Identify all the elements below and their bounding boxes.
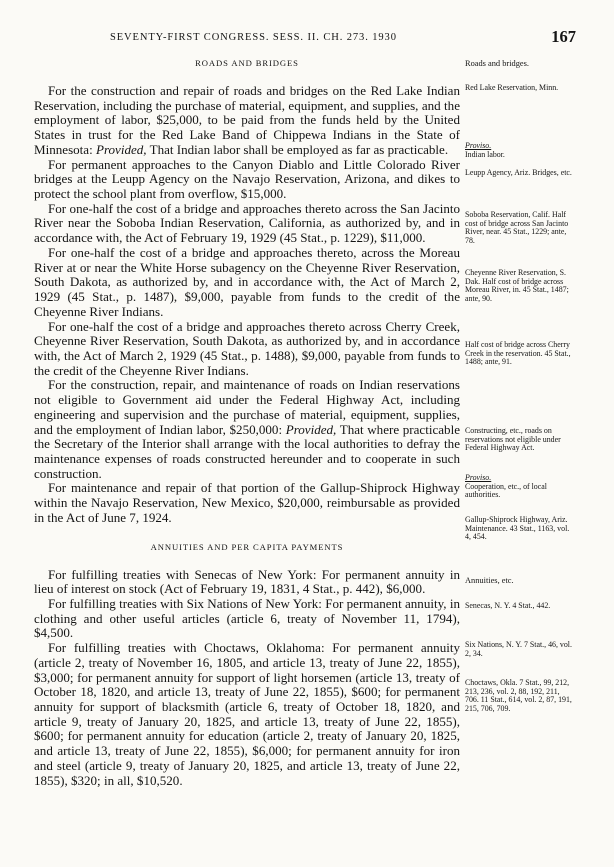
margin-heading-roads: Roads and bridges. (465, 59, 529, 68)
proviso-label: Proviso. (465, 473, 492, 482)
margin-note-senecas: Senecas, N. Y. 4 Stat., 442. (465, 601, 551, 610)
page-header (0, 26, 614, 46)
section-title-roads: ROADS AND BRIDGES (195, 58, 299, 68)
paragraph-six-nations: For fulfilling treaties with Six Nations of New York: For permanent annuity, in clothing and other useful articles (article 6, treaty of November 11, 1794), $4,500. (34, 596, 460, 641)
margin-note-text: Cooperation, etc., of local authorities. (465, 481, 547, 500)
paragraph-gallup-shiprock: For maintenance and repair of that portion of the Gallup-Shiprock Highway within the Navajo Reservation, New Mexico, $20,000, reimbursable as provided in the Act of June 7, 1924. (34, 480, 460, 525)
proviso-label: Proviso. (465, 141, 492, 150)
proviso-text: Provided, (285, 421, 337, 437)
section-title-annuities: ANNUITIES AND PER CAPITA PAYMENTS (150, 541, 344, 552)
paragraph-text: For the construction and repair of roads and bridges on the Red Lake Indian Reservation, including the purchase of material, equipment, and supplies, and the employment of labor, $25,000, to be paid from the funds held by the United States in trust for the Red Lake Band of Chippewa Indians in the State of Minnesota: (34, 83, 460, 157)
page-number: 167 (551, 27, 576, 46)
margin-heading-annuities: Annuities, etc. (465, 576, 514, 585)
margin-note-six-nations: Six Nations, N. Y. 7 Stat., 46, vol. 2, 34. (465, 640, 572, 658)
proviso-text: Provided, (95, 141, 147, 157)
paragraph-red-lake (34, 84, 460, 158)
main-text (34, 56, 460, 788)
paragraph-cherry-creek: For one-half the cost of a bridge and approaches thereto across Cherry Creek, Cheyenne River Reservation, South Dakota, as authorized by, and in accordance with, the Act of March 2, 1929 (45 Stat., p. 1488), $9,000, payable from funds to the credit of the Cheyenne River Indians. (34, 318, 460, 378)
paragraph-moreau: For one-half the cost of a bridge and approaches thereto, across the Moreau River at or near the White Horse subagency on the Cheyenne River Reservation, South Dakota, as authorized by, and in accordance with, the Act of March 2, 1929 (45 Stat., p. 1487), $9,000, payable from funds to the credit of the Cheyenne River Indians. (34, 244, 460, 319)
margin-note-cheyenne: Cheyenne River Reservation, S. Dak. Half cost of bridge across Moreau River, in. 45 Stat., 1487; ante, 90. (465, 268, 569, 304)
paragraph-senecas: For fulfilling treaties with Senecas of New York: For permanent annuity in lieu of interest on stock (Act of February 19, 1831, 4 Stat., p. 442), $6,000. (34, 566, 460, 597)
margin-note-proviso-cooperation (465, 474, 575, 500)
paragraph-text: That Indian labor shall be employed as far as practicable. (146, 141, 449, 157)
margin-note-red-lake: Red Lake Reservation, Minn. (465, 83, 559, 92)
margin-note-choctaws: Choctaws, Okla. 7 Stat., 99, 212, 213, 236, vol. 2, 88, 192, 211, 706. 11 Stat., 614, vol. 2, 87, 191, 215, 706, 709. (465, 678, 572, 714)
paragraph-leupp: For permanent approaches to the Canyon Diablo and Little Colorado River bridges at the Leupp Agency on the Navajo Reservation, Arizona, and dikes to protect the school plant from overflow, $15,000. (34, 156, 460, 202)
margin-note-soboba: Soboba Reservation, Calif. Half cost of bridge across San Jacinto River, near. 45 Stat., 1229; ante, 78. (465, 210, 569, 246)
paragraph-choctaws: For fulfilling treaties with Choctaws, Oklahoma: For permanent annuity (article 2, treaty of November 16, 1805, and article 13, treaty of June 22, 1855), $3,000; for permanent annuity for support of light horsemen (article 13, treaty of October 18, 1820, and article 13, treaty of June 22, 1855), $600; for permanent annuity for support of blacksmith (article 6, treaty of October 18, 1820, and article 9, treaty of January 20, 1825, and article 13, treaty of June 22, 1855), $600; for permanent annuity for education (article 2, treaty of January 20, 1825, and article 13, treaty of June 22, 1855), $6,000; for permanent annuity for iron and steel (article 9, treaty of January 20, 1825, and article 13, treaty of June 22, 1855), $320; in all, $10,520. (34, 640, 460, 788)
paragraph-roads-reservations (34, 378, 460, 481)
running-head: SEVENTY-FIRST CONGRESS. SESS. II. CH. 273. 1930 (110, 32, 397, 43)
paragraph-text: That where practicable the Secretary of the Interior shall arrange with the local authorities to defray the maintenance expenses of roads constructed hereunder and to cooperate in such construction. (34, 421, 460, 481)
margin-note-proviso (465, 142, 575, 159)
margin-note-cherry-creek: Half cost of bridge across Cherry Creek in the reservation. 45 Stat., 1488; ante, 91. (465, 340, 571, 367)
margin-note-text: Indian labor. (465, 149, 505, 159)
paragraph-soboba: For one-half the cost of a bridge and approaches thereto across the San Jacinto River near the Soboba Indian Reservation, California, as authorized by, and in accordance with, the Act of February 19, 1929 (45 Stat., p. 1229), $11,000. (34, 200, 460, 246)
paragraph-text: For the construction, repair, and maintenance of roads on Indian reservations not eligible to Government aid under the Federal Highway Act, including engineering and supervision and the purchase of material, equipment, supplies, and the employment of Indian labor, $250,000: (34, 377, 460, 437)
margin-note-constructing-roads: Constructing, etc., roads on reservations not eligible under Federal Highway Act. (465, 426, 561, 453)
margin-note-leupp: Leupp Agency, Ariz. Bridges, etc. (465, 168, 572, 177)
margin-note-gallup: Gallup-Shiprock Highway, Ariz. Maintenance. 43 Stat., 1163, vol. 4, 454. (465, 515, 570, 542)
